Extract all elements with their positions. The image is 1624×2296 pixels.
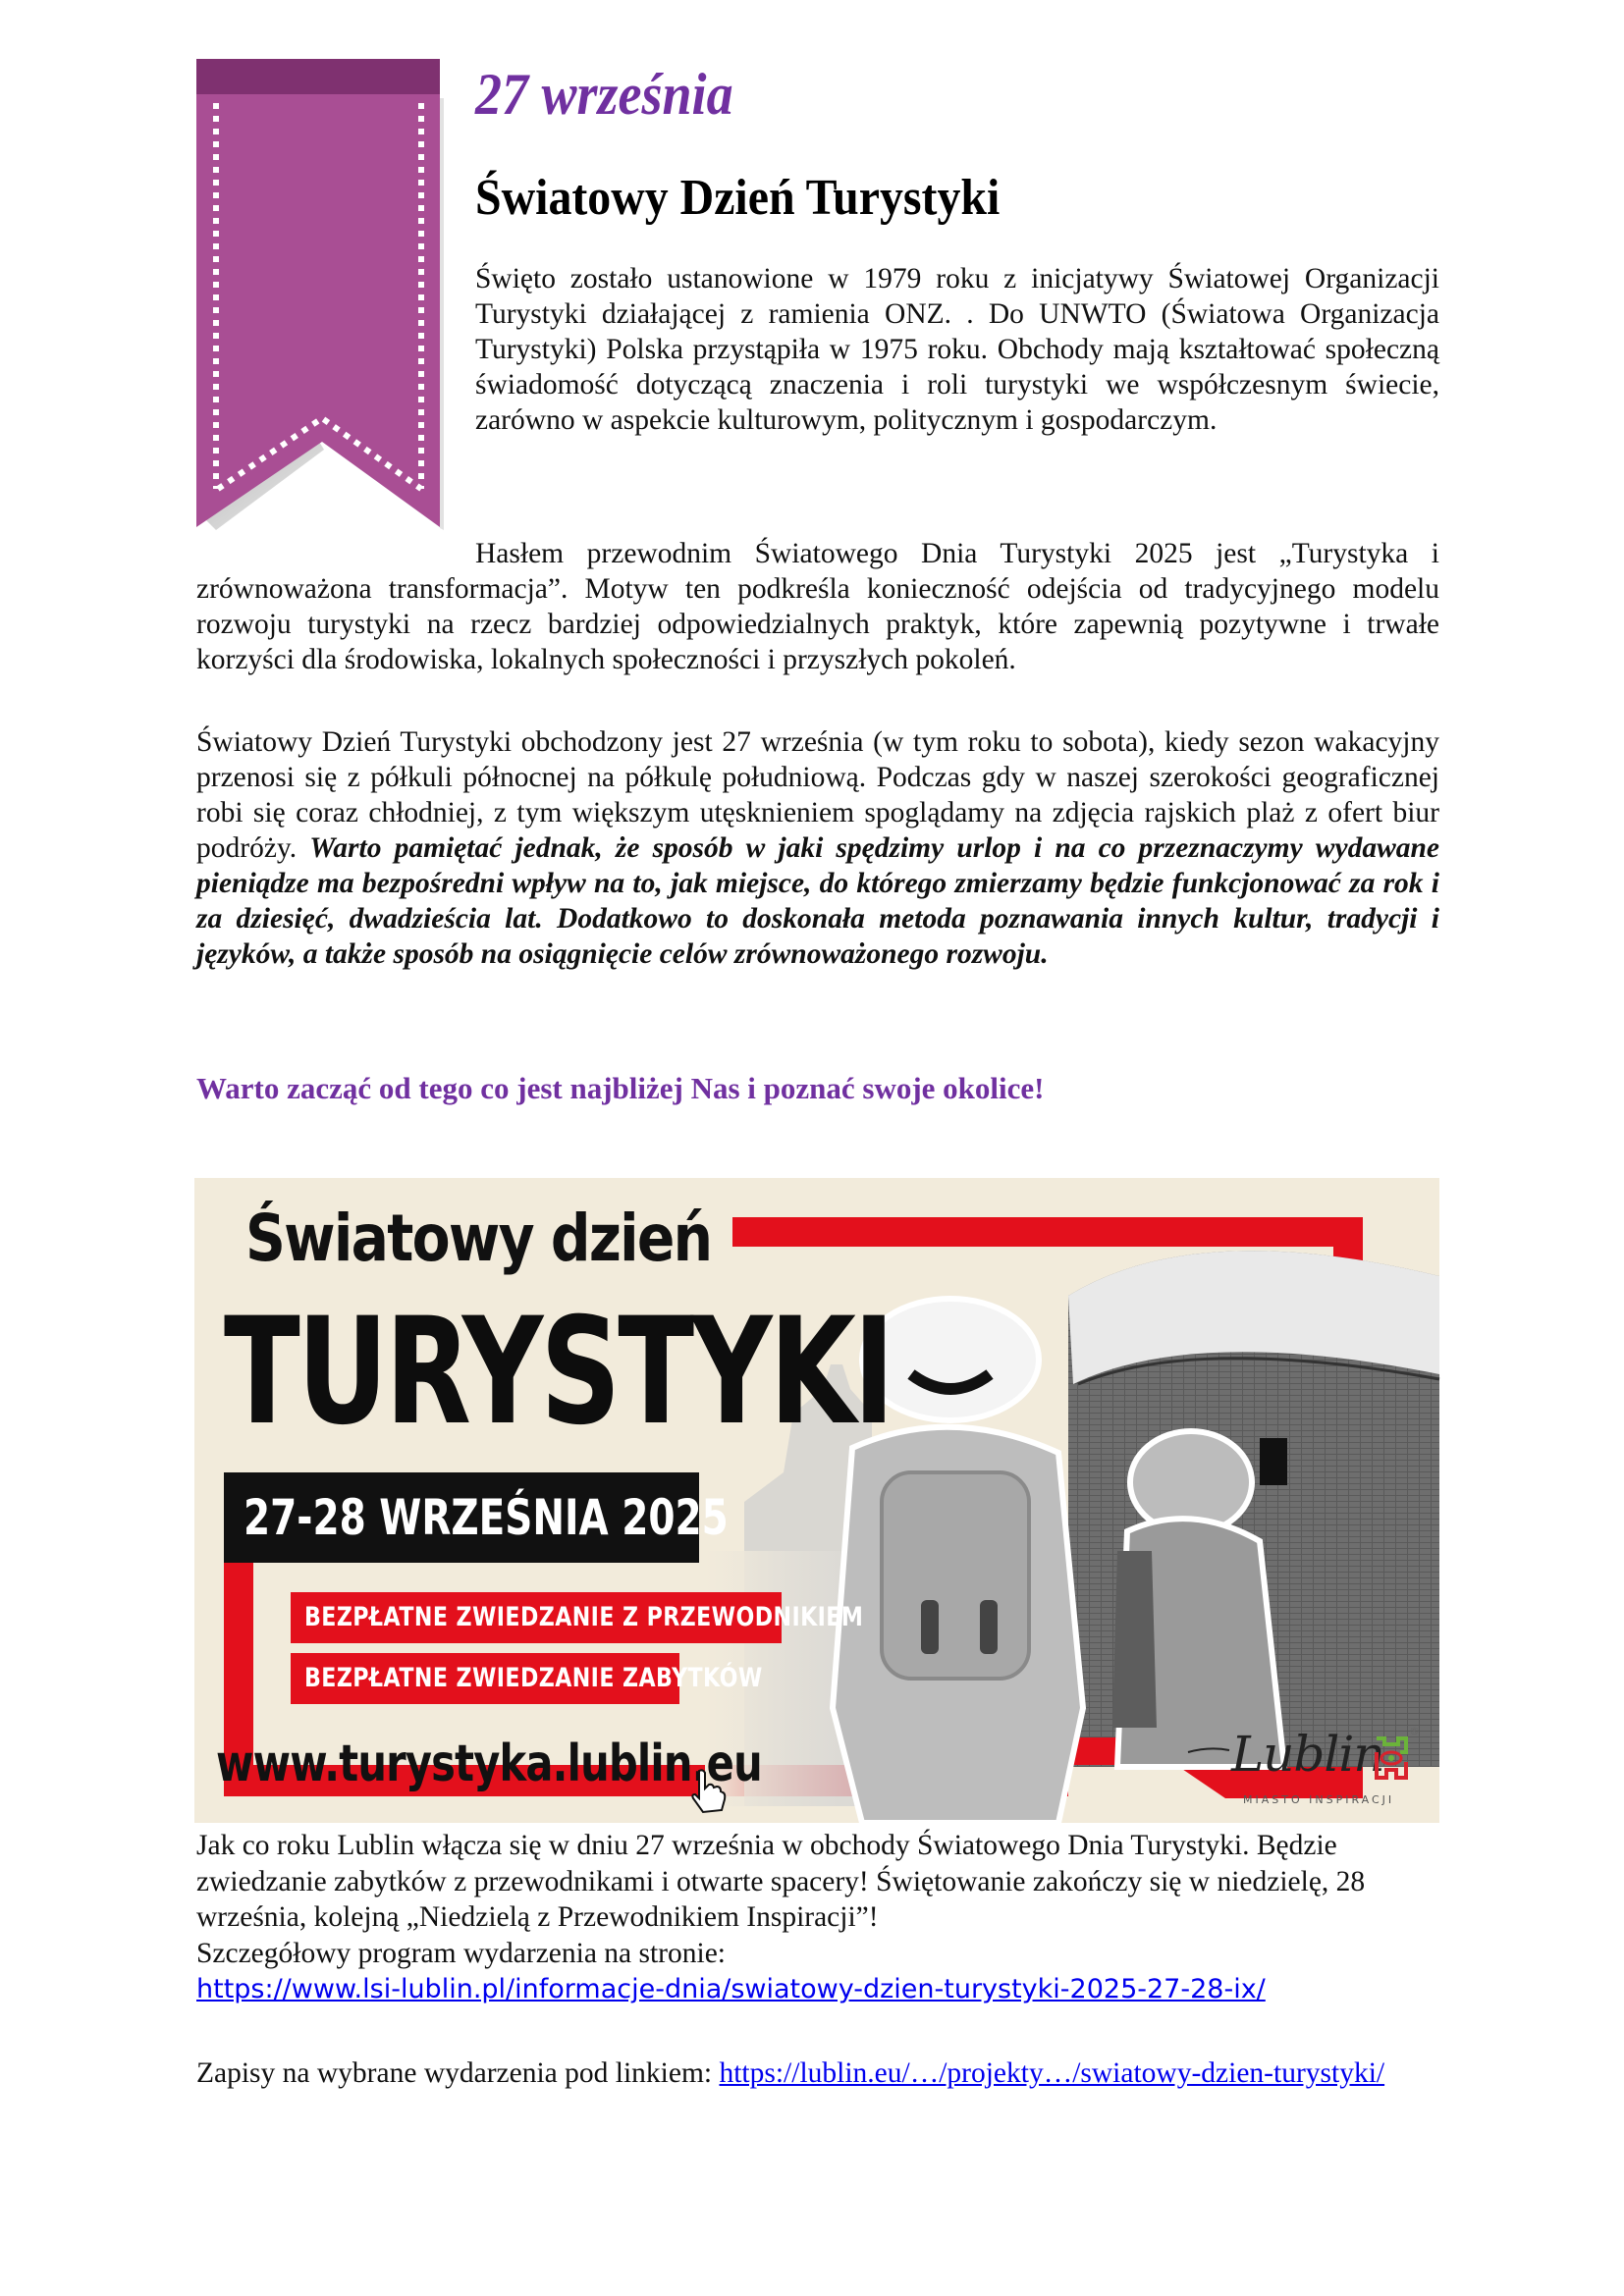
season-paragraph-text: Światowy Dzień Turystyki obchodzony jest 27 września (w tym roku to sobota), kiedy sezon wakacyjny przenosi się z półkuli północnej na półkulę południową. Podczas gdy w naszej szerokości geograficznej robi się coraz chłodniej, z tym większym utęsknieniem spoglądamy na zdjęcia rajskich plaż z ofert biur podróży. [196,726,1439,864]
registered-mark: ® [1409,1725,1420,1737]
banner-tag-text: BEZPŁATNE ZWIEDZANIE Z PRZEWODNIKIEM [304,1602,864,1632]
theme-paragraph [196,536,1439,677]
event-banner-image [194,1178,1439,1823]
logo-swash-line [1188,1746,1231,1756]
ribbon-bookmark-decoration [196,59,447,550]
intro-paragraph: Święto zostało ustanowione w 1979 roku z inicjatywy Światowej Organizacji Turystyki działającej z ramienia ONZ. . Do UNWTO (Światowa Organizacja Turystyki) Polska przystąpiła w 1975 roku. Obchody mają kształtować społeczną świadomość dotyczącą znaczenia i roli turystyki we współczesnym świecie, zarówno w aspekcie kulturowym, politycznym i gospodarczym. [475,263,1439,436]
date-heading: 27 września [475,62,733,127]
lublin-logo [1188,1725,1420,1815]
logo-subtitle: MIASTO INSPIRACJI [1243,1793,1395,1806]
pointer-hand-icon [687,1767,727,1816]
lublin-paragraph [196,1828,1439,2008]
registration-label: Zapisy na wybrane wydarzenia pod linkiem: [196,2057,720,2089]
registration-paragraph [196,2056,1439,2092]
banner-title-line1: Światowy dzień [245,1201,712,1276]
banner-tag-text: BEZPŁATNE ZWIEDZANIE ZABYTKÓW [304,1663,763,1693]
registration-link[interactable]: https://lublin.eu/…/projekty…/swiatowy-dzien-turystyki/ [719,2057,1385,2089]
banner-dates-text: 27-28 WRZEŚNIA 2025 [244,1489,729,1546]
theme-paragraph-text: Hasłem przewodnim Światowego Dnia Turystyki 2025 jest „Turystyka i zrównoważona transformacja”. Motyw ten podkreśla konieczność odejścia od tradycyjnego modelu rozwoju turystyki na rzecz bardziej odpowiedzialnych praktyk, które zapewnią pozytywne i trwałe korzyści dla środowiska, lokalnych społeczności i przyszłych pokoleń. [196,538,1439,675]
banner-tag-guided [291,1592,864,1643]
logo-wordmark: Lublin [1231,1726,1384,1783]
banner-title-line2: TURYSTYKI [224,1287,893,1458]
banner-dates [224,1472,729,1563]
banner-tag-monuments [291,1653,763,1704]
program-link[interactable]: https://www.lsi-lublin.pl/informacje-dnia/swiatowy-dzien-turystyki-2025-27-28-ix/ [196,1974,1266,2004]
banner-website-url: www.turystyka.lublin.eu [216,1735,762,1793]
page-title: Światowy Dzień Turystyki [475,170,1001,226]
logo-eye-gate-icon [1375,1736,1408,1780]
lublin-paragraph-text: Jak co roku Lublin włącza się w dniu 27 września w obchody Światowego Dnia Turystyki. Będzie zwiedzanie zabytków z przewodnikami i otwarte spacery! Świętowanie zakończy się w niedzielę, 28 września, kolejną „Niedzielą z Przewodnikiem Inspiracji”! [196,1830,1366,1933]
season-paragraph [196,724,1439,972]
program-label: Szczegółowy program wydarzenia na stronie: [196,1937,726,1969]
call-to-action: Warto zacząć od tego co jest najbliżej Nas i poznać swoje okolice! [196,1071,1045,1105]
season-paragraph-emphasis: Warto pamiętać jednak, że sposób w jaki spędzimy urlop i na co przeznaczymy wydawane pieniądze ma bezpośredni wpływ na to, jak miejsce, do którego zmierzamy będzie funkcjonować za rok i za dziesięć, dwadzieścia lat. Dodatkowo to doskonała metoda poznawania innych kultur, tradycji i języków, a także sposób na osiągnięcie celów zrównoważonego rozwoju. [196,832,1439,970]
